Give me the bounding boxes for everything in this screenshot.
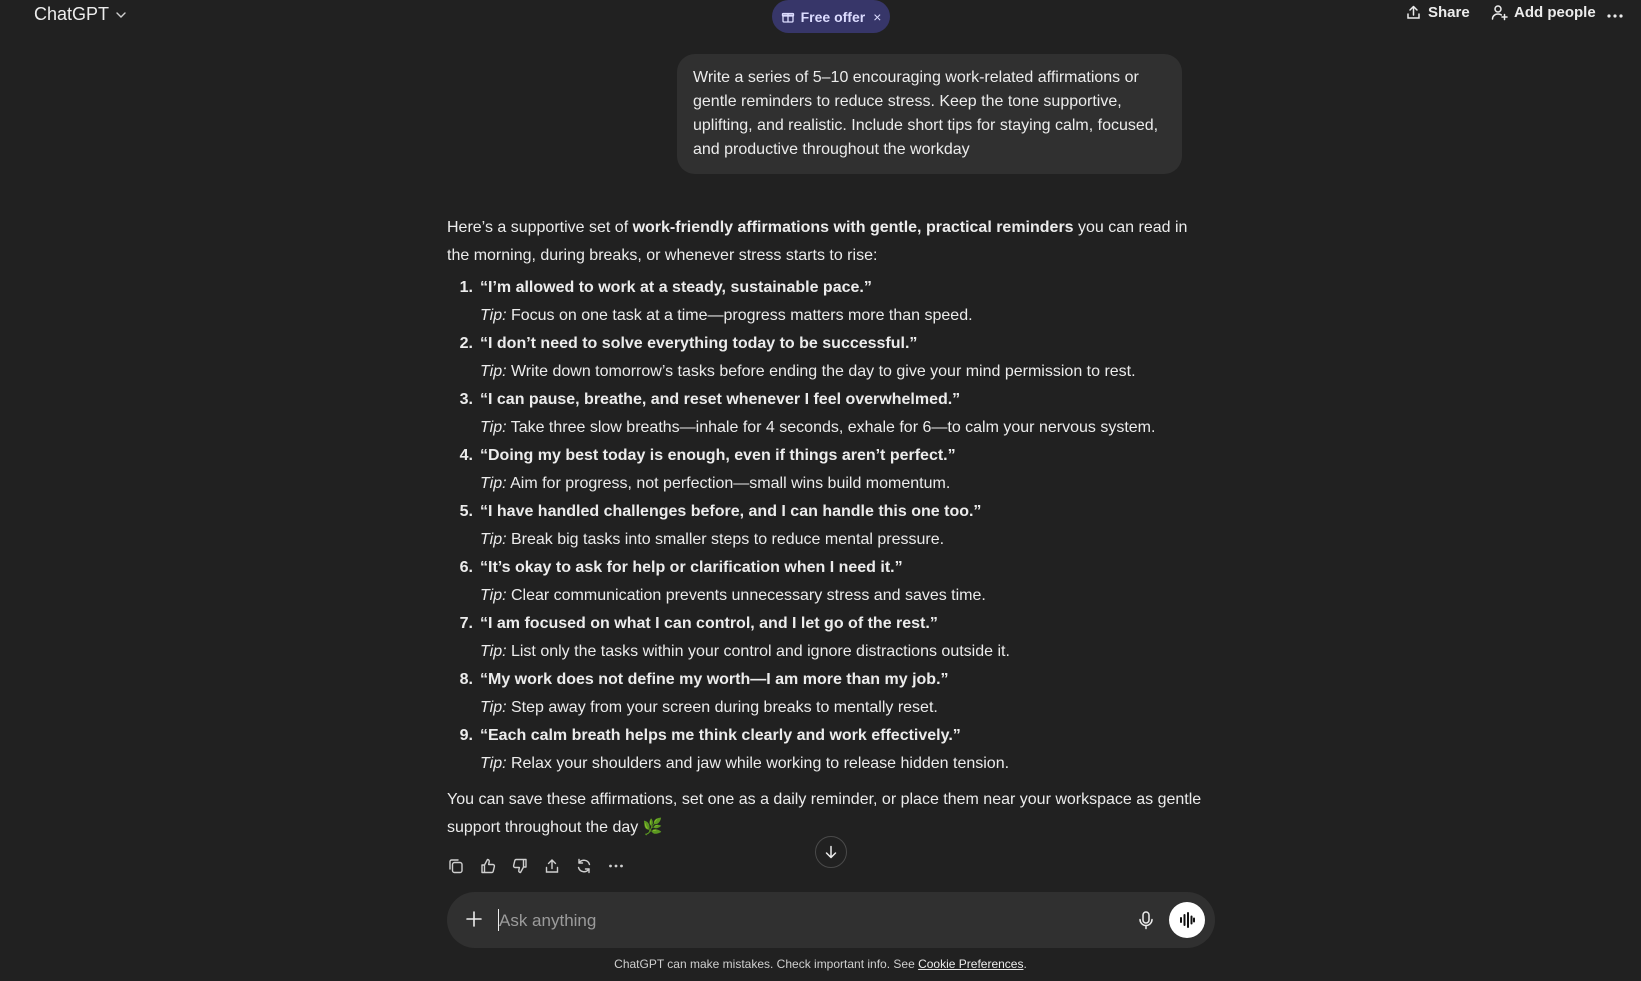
free-offer-badge[interactable]	[772, 0, 890, 33]
affirmation-text: “I am focused on what I can control, and I let go of the rest.”	[480, 615, 938, 632]
assistant-intro	[447, 214, 1207, 270]
tip-label: Tip:	[480, 755, 507, 772]
tip-label: Tip:	[480, 643, 507, 660]
tip-line	[480, 638, 1207, 666]
tip-label: Tip:	[480, 363, 507, 380]
share-button[interactable]	[1405, 4, 1470, 21]
list-item	[447, 722, 1207, 778]
ask-input[interactable]	[497, 906, 1061, 936]
disclaimer-text: ChatGPT can make mistakes. Check important info. See	[614, 957, 919, 971]
microphone-icon[interactable]	[1135, 909, 1157, 931]
affirmation-text: “Doing my best today is enough, even if things aren’t perfect.”	[480, 447, 956, 464]
scroll-to-bottom-button[interactable]	[815, 836, 847, 868]
list-number: 8.	[459, 671, 473, 688]
list-number: 1.	[459, 279, 473, 296]
tip-line	[480, 526, 1207, 554]
list-number: 3.	[459, 391, 473, 408]
affirmation-text: “It’s okay to ask for help or clarification when I need it.”	[480, 559, 903, 576]
free-offer-label: Free offer	[800, 8, 866, 25]
regenerate-icon[interactable]	[575, 857, 593, 875]
tip-line	[480, 358, 1207, 386]
more-options-icon[interactable]	[1605, 6, 1625, 26]
assistant-message	[447, 214, 1207, 842]
tip-line	[480, 582, 1207, 610]
thumbs-down-icon[interactable]	[511, 857, 529, 875]
message-actions	[447, 857, 625, 875]
list-item	[447, 442, 1207, 498]
share-icon	[1405, 4, 1422, 21]
tip-text: Write down tomorrow’s tasks before ending the day to give your mind permission to rest.	[506, 363, 1136, 380]
waveform-icon	[1177, 910, 1197, 930]
list-number: 9.	[459, 727, 473, 744]
add-people-label: Add people	[1514, 4, 1596, 21]
tip-text: Break big tasks into smaller steps to reduce mental pressure.	[506, 531, 945, 548]
chevron-down-icon	[115, 9, 127, 21]
affirmation-text: “I have handled challenges before, and I can handle this one too.”	[480, 503, 982, 520]
tip-label: Tip:	[480, 587, 507, 604]
composer	[447, 892, 1215, 948]
text-cursor	[498, 909, 499, 931]
tip-line	[480, 694, 1207, 722]
list-item	[447, 498, 1207, 554]
arrow-down-icon	[823, 844, 839, 860]
gift-icon	[781, 10, 795, 24]
assistant-outro: You can save these affirmations, set one as a daily reminder, or place them near your workspace as gentle support throughout the day 🌿	[447, 791, 1202, 836]
list-number: 2.	[459, 335, 473, 352]
tip-text: List only the tasks within your control and ignore distractions outside it.	[506, 643, 1010, 660]
tip-line	[480, 470, 1207, 498]
add-people-button[interactable]	[1491, 4, 1596, 21]
list-item	[447, 610, 1207, 666]
tip-text: Step away from your screen during breaks to mentally reset.	[506, 699, 938, 716]
tip-line	[480, 750, 1207, 778]
list-item	[447, 386, 1207, 442]
tip-text: Clear communication prevents unnecessary stress and saves time.	[506, 587, 986, 604]
close-icon[interactable]: ×	[873, 8, 882, 25]
tip-line	[480, 414, 1207, 442]
affirmation-list	[447, 274, 1207, 778]
tip-label: Tip:	[480, 531, 507, 548]
affirmation-text: “I’m allowed to work at a steady, sustainable pace.”	[480, 279, 872, 296]
voice-mode-button[interactable]	[1169, 902, 1205, 938]
disclaimer	[0, 957, 1641, 971]
share-label: Share	[1428, 4, 1470, 21]
list-number: 6.	[459, 559, 473, 576]
tip-text: Aim for progress, not perfection—small wins build momentum.	[506, 475, 951, 492]
copy-icon[interactable]	[447, 857, 465, 875]
list-number: 7.	[459, 615, 473, 632]
intro-text-end: you can read in the morning, during breaks, or whenever stress starts to rise:	[447, 219, 1188, 264]
tip-label: Tip:	[480, 307, 507, 324]
plus-icon[interactable]	[463, 908, 485, 930]
tip-label: Tip:	[480, 699, 507, 716]
affirmation-text: “My work does not define my worth—I am more than my job.”	[480, 671, 949, 688]
list-number: 5.	[459, 503, 473, 520]
tip-label: Tip:	[480, 475, 507, 492]
tip-text: Focus on one task at a time—progress matters more than speed.	[506, 307, 973, 324]
list-item	[447, 666, 1207, 722]
more-actions-icon[interactable]	[607, 857, 625, 875]
cookie-preferences-link[interactable]: Cookie Preferences	[918, 957, 1024, 971]
list-item	[447, 554, 1207, 610]
user-message-bubble: Write a series of 5–10 encouraging work-related affirmations or gentle reminders to reduce stress. Keep the tone supportive, uplifting, and realistic. Include short tips for staying calm, focused, and productive throughout the workday	[677, 54, 1182, 174]
thumbs-up-icon[interactable]	[479, 857, 497, 875]
list-item	[447, 330, 1207, 386]
tip-line	[480, 302, 1207, 330]
model-switcher[interactable]	[34, 4, 127, 25]
list-number: 4.	[459, 447, 473, 464]
disclaimer-end: .	[1023, 957, 1027, 971]
intro-text: Here’s a supportive set of	[447, 219, 633, 236]
share-icon[interactable]	[543, 857, 561, 875]
tip-text: Take three slow breaths—inhale for 4 seconds, exhale for 6—to calm your nervous system.	[506, 419, 1156, 436]
tip-text: Relax your shoulders and jaw while working to release hidden tension.	[506, 755, 1010, 772]
list-item	[447, 274, 1207, 330]
model-name: ChatGPT	[34, 4, 110, 24]
affirmation-text: “Each calm breath helps me think clearly and work effectively.”	[480, 727, 961, 744]
add-person-icon	[1491, 4, 1508, 21]
tip-label: Tip:	[480, 419, 507, 436]
intro-bold-text: work-friendly affirmations with gentle, practical reminders	[632, 219, 1074, 236]
affirmation-text: “I can pause, breathe, and reset whenever I feel overwhelmed.”	[480, 391, 961, 408]
affirmation-text: “I don’t need to solve everything today to be successful.”	[480, 335, 918, 352]
